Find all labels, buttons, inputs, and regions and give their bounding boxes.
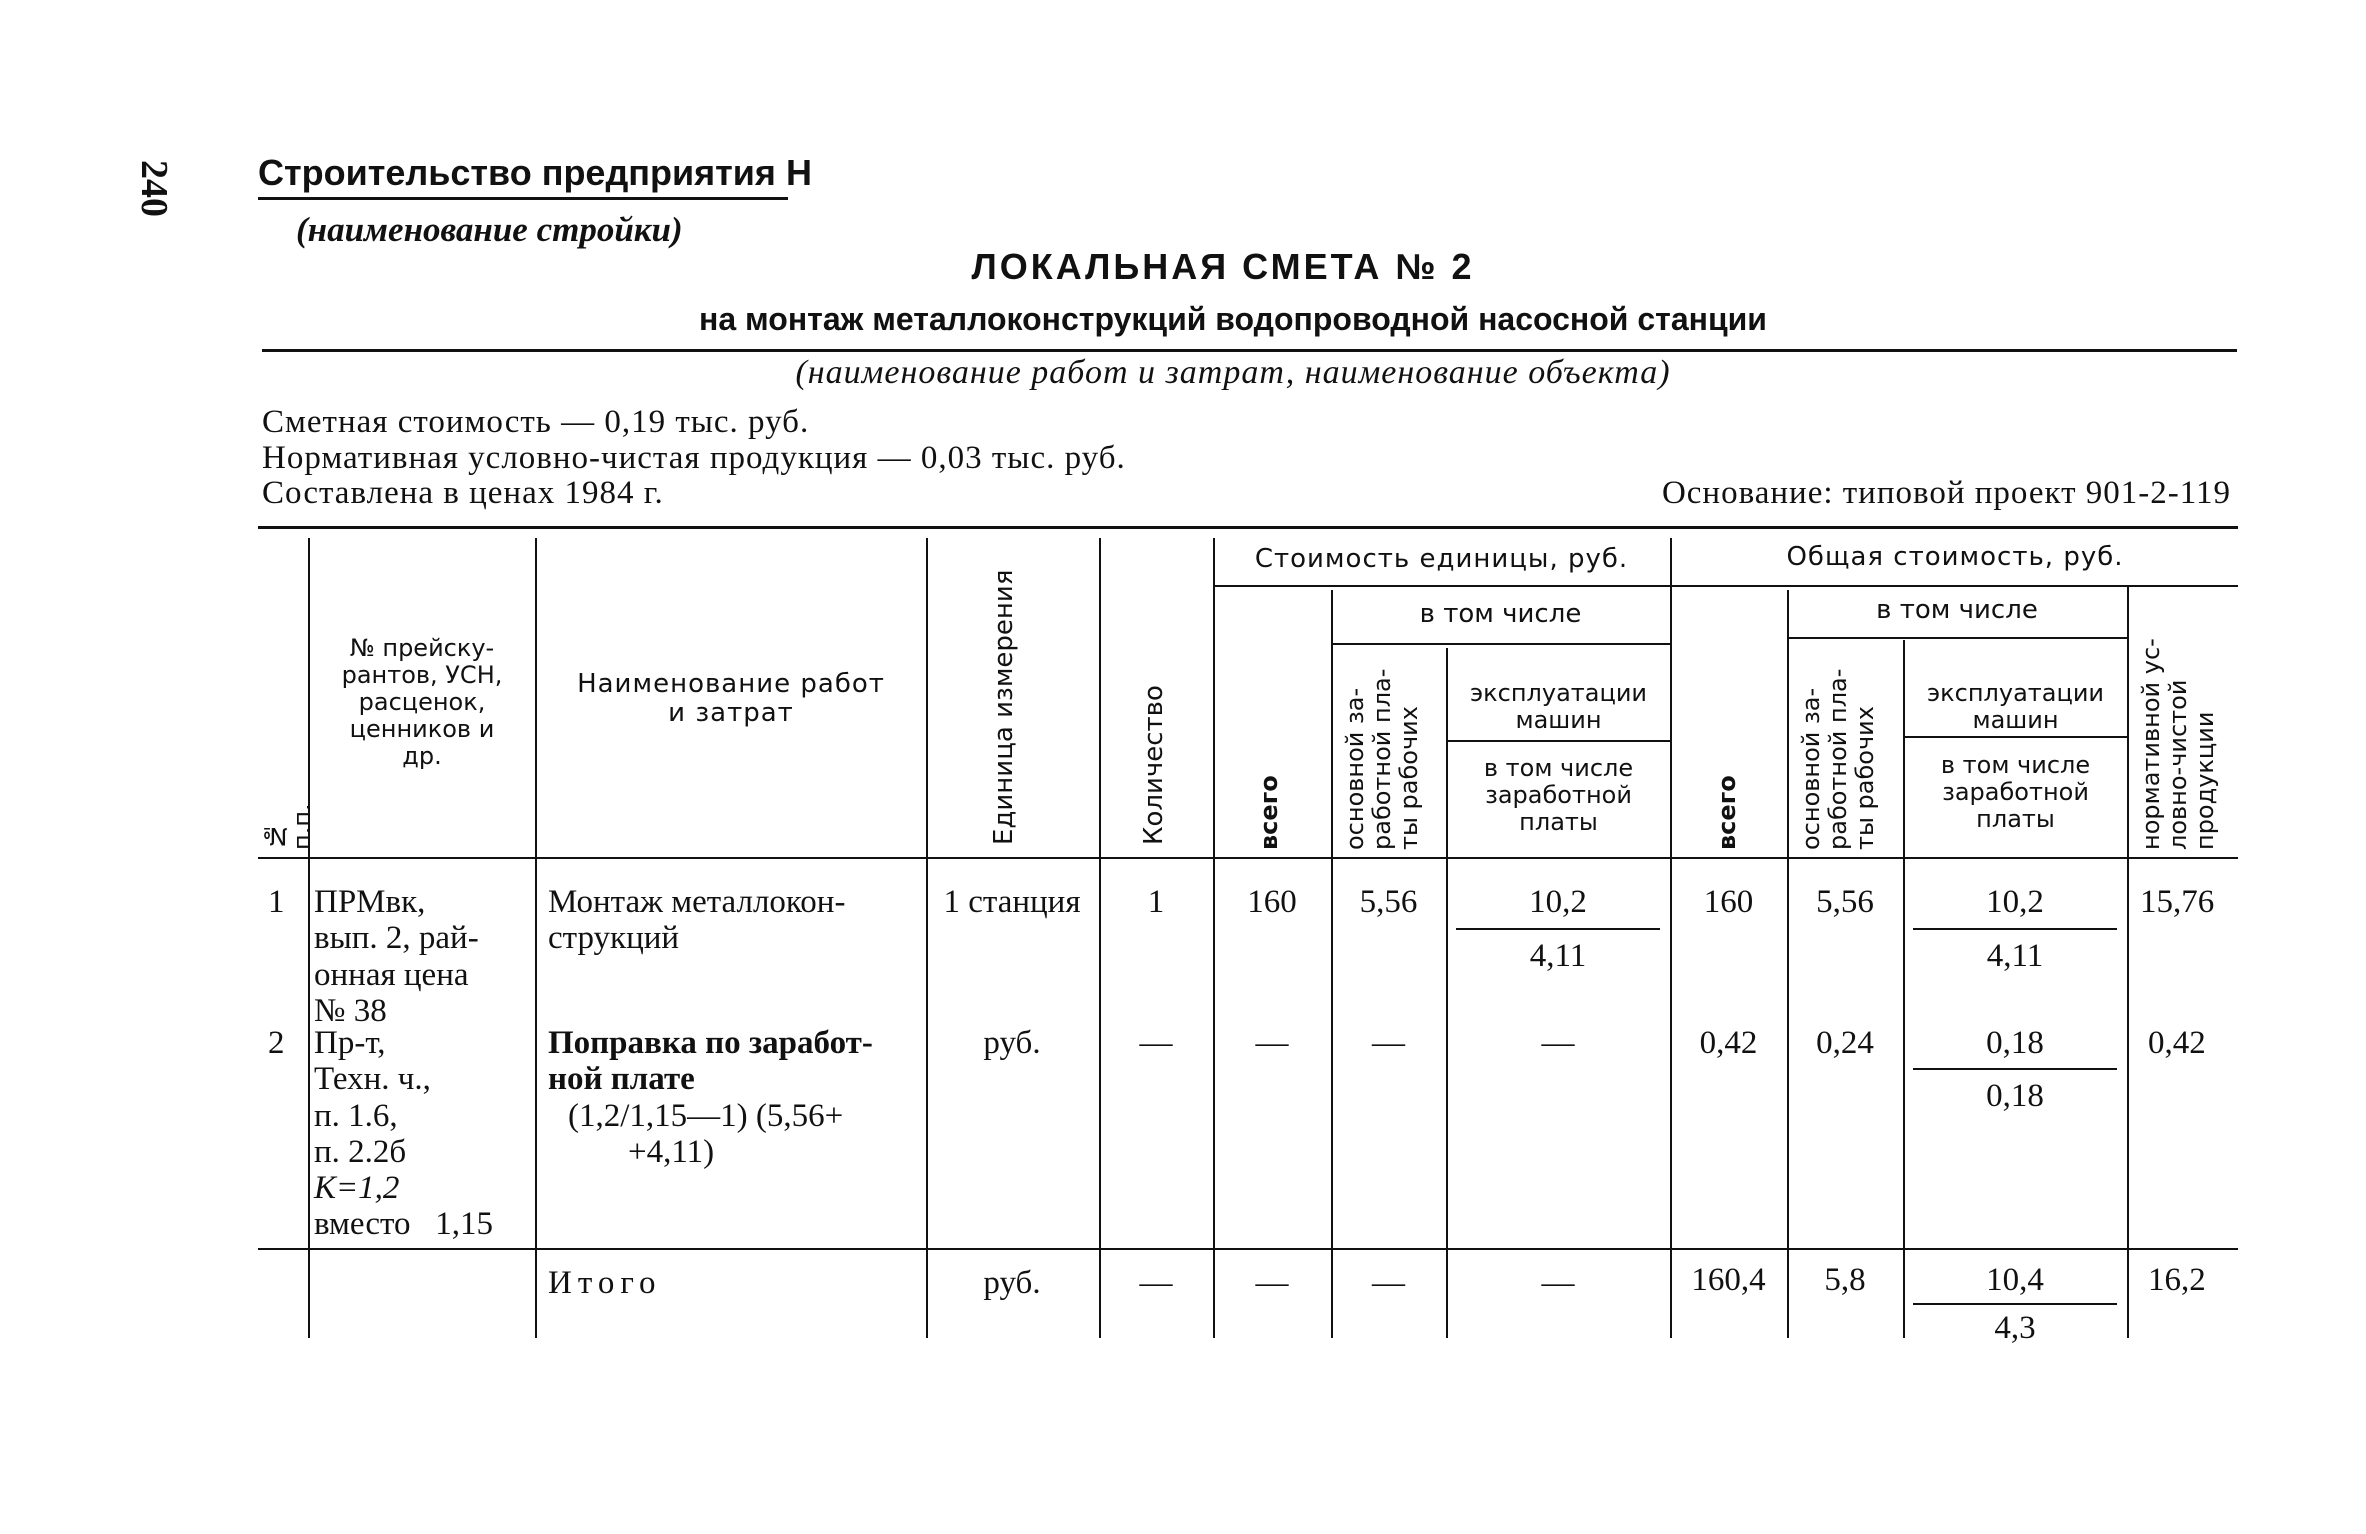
work-name-line: +4,11) bbox=[628, 1133, 715, 1170]
col-divider bbox=[926, 538, 928, 1338]
col-header-unit-total: всего bbox=[1255, 775, 1283, 850]
row-price-ref bbox=[314, 1025, 532, 1243]
col-divider bbox=[1213, 538, 1215, 1338]
work-name-line: ной плате bbox=[548, 1061, 695, 1098]
totals-total: 160,4 bbox=[1691, 1262, 1766, 1298]
col-header-price-ref: № прейску- рантов, УСН, расценок, ценников и др. bbox=[341, 634, 503, 770]
subtitle-underline bbox=[262, 349, 2237, 352]
row-unit: 1 станция bbox=[943, 884, 1081, 920]
price-ref-line: п. 1.6, bbox=[314, 1097, 398, 1134]
price-ref-line: онная цена bbox=[314, 956, 469, 993]
col-header-including-unit: в том числе bbox=[1419, 599, 1582, 629]
row-unit-wage: 5,56 bbox=[1359, 884, 1418, 920]
row-price-ref bbox=[314, 884, 532, 1029]
price-ref-line: вместо 1,15 bbox=[314, 1206, 494, 1243]
row-number: 1 bbox=[268, 884, 285, 920]
totals-unit-total: — bbox=[1255, 1265, 1289, 1301]
price-ref-line: К=1,2 bbox=[314, 1170, 400, 1207]
row-total-machines-wage: 4,11 bbox=[1986, 938, 2044, 974]
col-header-total-wage: основной за- работной пла- ты рабочих bbox=[1797, 668, 1879, 850]
work-name-line: Монтаж металлокон- bbox=[548, 884, 846, 920]
construction-name: Строительство предприятия Н bbox=[258, 152, 812, 193]
page-number: 240 bbox=[133, 160, 175, 217]
price-ref-line: № 38 bbox=[314, 992, 387, 1029]
col-header-including-total: в том числе bbox=[1876, 595, 2038, 625]
row-total-wage: 0,24 bbox=[1816, 1025, 1874, 1061]
row-qty: 1 bbox=[1147, 884, 1165, 920]
price-ref-line: ПРМвк, bbox=[314, 884, 426, 920]
totals-total-machines: 10,4 bbox=[1986, 1262, 2044, 1298]
row-unit-total: 160 bbox=[1247, 884, 1297, 920]
col-divider bbox=[535, 538, 537, 1338]
col-header-name: Наименование работ и затрат bbox=[577, 669, 885, 729]
row-work-name bbox=[548, 884, 923, 957]
document-subtitle: на монтаж металлоконструкций водопроводной насосной станции bbox=[699, 301, 1767, 337]
price-ref-line: Техн. ч., bbox=[314, 1061, 431, 1098]
totals-unit-wage: — bbox=[1372, 1265, 1405, 1301]
header-divider bbox=[1787, 637, 2127, 639]
col-divider bbox=[1099, 538, 1101, 1338]
col-header-qty: Количество bbox=[1139, 685, 1169, 845]
col-header-unit-machines-wage: в том числе заработной платы bbox=[1483, 754, 1634, 836]
row-total: 160 bbox=[1703, 884, 1754, 920]
work-name-line: струкций bbox=[548, 920, 680, 957]
header-bottom-border bbox=[258, 857, 2238, 859]
col-divider bbox=[1446, 648, 1448, 1338]
fraction-line bbox=[1913, 1068, 2117, 1070]
row-net-product: 0,42 bbox=[2148, 1025, 2206, 1061]
totals-unit-machines: — bbox=[1541, 1265, 1575, 1301]
col-divider bbox=[1903, 640, 1905, 1338]
row-unit-machines-wage: 4,11 bbox=[1529, 938, 1587, 974]
totals-label: Итого bbox=[548, 1265, 662, 1301]
col-header-unit: Единица измерения bbox=[989, 569, 1019, 845]
row-unit-total: — bbox=[1255, 1025, 1289, 1061]
header-divider bbox=[1903, 736, 2127, 738]
row-net-product: 15,76 bbox=[2140, 884, 2215, 920]
normative-net-product: Нормативная условно-чистая продукция — 0,03 тыс. руб. bbox=[262, 440, 1126, 476]
col-header-net-product: нормативной ус- ловно-чистой продукции bbox=[2137, 638, 2219, 850]
row-work-name bbox=[548, 1025, 923, 1170]
work-name-line: (1,2/1,15—1) (5,56+ bbox=[568, 1097, 844, 1134]
row-unit-machines: 10,2 bbox=[1529, 884, 1587, 920]
row-total-machines: 0,18 bbox=[1986, 1025, 2044, 1061]
row-number: 2 bbox=[268, 1025, 285, 1061]
totals-total-wage: 5,8 bbox=[1824, 1262, 1866, 1298]
col-divider bbox=[1787, 590, 1789, 1338]
fraction-line bbox=[1913, 1303, 2117, 1305]
row-qty: — bbox=[1139, 1025, 1173, 1061]
col-group-total-cost: Общая стоимость, руб. bbox=[1786, 542, 2124, 572]
basis-project: Основание: типовой проект 901-2-119 bbox=[1661, 475, 2231, 511]
col-header-total-machines-wage: в том числе заработной платы bbox=[1940, 751, 2091, 833]
row-total: 0,42 bbox=[1699, 1025, 1758, 1061]
work-name-line: Поправка по заработ- bbox=[548, 1025, 873, 1061]
col-header-total-machines: эксплуатации машин bbox=[1926, 679, 2105, 734]
header-divider bbox=[1213, 585, 2238, 587]
row-unit: руб. bbox=[983, 1025, 1041, 1061]
price-ref-line: Пр-т, bbox=[314, 1025, 386, 1061]
fraction-line bbox=[1456, 928, 1660, 930]
col-header-total: всего bbox=[1713, 775, 1741, 850]
estimated-cost: Сметная стоимость — 0,19 тыс. руб. bbox=[262, 404, 810, 440]
price-ref-line: вып. 2, рай- bbox=[314, 920, 479, 957]
fraction-line bbox=[1913, 928, 2117, 930]
row-total-machines-wage: 0,18 bbox=[1986, 1078, 2044, 1114]
col-divider bbox=[1331, 590, 1333, 1338]
col-group-unit-cost: Стоимость единицы, руб. bbox=[1254, 544, 1629, 574]
totals-net-product: 16,2 bbox=[2148, 1262, 2206, 1298]
col-divider bbox=[2127, 585, 2129, 1338]
totals-top-border bbox=[258, 1248, 2238, 1250]
table-top-border bbox=[258, 526, 2238, 529]
construction-caption: (наименование стройки) bbox=[296, 210, 683, 249]
col-header-unit-wage: основной за- работной пла- ты рабочих bbox=[1341, 668, 1423, 850]
totals-total-machines-wage: 4,3 bbox=[1994, 1310, 2036, 1346]
price-basis-year: Составлена в ценах 1984 г. bbox=[262, 475, 664, 511]
col-header-num: № п.п. bbox=[261, 803, 316, 850]
totals-unit: руб. bbox=[983, 1265, 1041, 1301]
construction-underline bbox=[258, 197, 788, 200]
col-header-unit-machines: эксплуатации машин bbox=[1469, 679, 1648, 734]
subtitle-caption: (наименование работ и затрат, наименование объекта) bbox=[795, 354, 1671, 391]
totals-qty: — bbox=[1139, 1265, 1173, 1301]
row-unit-wage: — bbox=[1372, 1025, 1405, 1061]
row-total-wage: 5,56 bbox=[1816, 884, 1874, 920]
document-title: ЛОКАЛЬНАЯ СМЕТА № 2 bbox=[971, 246, 1475, 287]
header-divider bbox=[1446, 740, 1670, 742]
row-unit-machines: — bbox=[1541, 1025, 1575, 1061]
row-total-machines: 10,2 bbox=[1986, 884, 2044, 920]
col-divider bbox=[1670, 538, 1672, 1338]
price-ref-line: п. 2.2б bbox=[314, 1133, 407, 1170]
header-divider bbox=[1331, 643, 1670, 645]
